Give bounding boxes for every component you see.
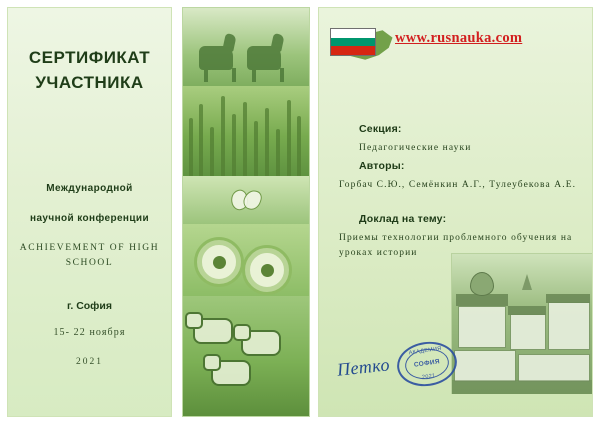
conference-line1: Международной — [46, 183, 133, 195]
left-panel — [7, 7, 172, 417]
photo-butterfly — [183, 176, 309, 224]
photo-grass — [183, 86, 309, 176]
cow-shape — [211, 360, 251, 386]
sunflower-shape — [245, 248, 289, 292]
conference-year: 2021 — [76, 356, 103, 367]
bulgaria-flag-icon — [330, 28, 376, 56]
right-panel — [318, 7, 593, 417]
certificate-title — [18, 46, 161, 95]
authors-label: Авторы: — [359, 160, 405, 172]
dome-shape — [470, 272, 494, 296]
photo-sunflowers — [183, 224, 309, 296]
report-value: Приемы технологии проблемного обучения на уроках истории — [339, 233, 573, 258]
horse-shape — [199, 46, 233, 70]
report-label: Доклад на тему: — [359, 213, 447, 225]
stamp-middle-text: СОФИЯ — [413, 358, 441, 369]
conference-dates: 15- 22 ноября — [53, 326, 126, 338]
left-panel-content — [18, 18, 161, 406]
cow-shape — [241, 330, 281, 356]
photo-horses — [183, 8, 309, 86]
website-link[interactable]: www.rusnauka.com — [395, 30, 523, 46]
authors-field — [339, 160, 589, 193]
stamp-top-text: АКАДЕМИЯ — [408, 345, 442, 357]
cow-shape — [193, 318, 233, 344]
authors-value: Горбач С.Ю., Семёнкин А.Г., Тулеубекова А.Е. — [339, 180, 577, 190]
stamp-bottom-text: 2021 — [421, 372, 436, 381]
conference-line2: научной конференции — [30, 213, 149, 225]
signature: Петко — [336, 354, 391, 380]
certificate-title-line1: СЕРТИФИКАТ — [28, 48, 151, 67]
conference-name-english: ACHIEVEMENT OF HIGH SCHOOL — [19, 243, 160, 268]
photo-cows — [183, 296, 309, 416]
certificate-title-line2: УЧАСТНИКА — [35, 72, 144, 92]
horse-shape — [247, 46, 281, 70]
section-value: Педагогические науки — [359, 143, 472, 153]
spire-shape — [522, 274, 532, 290]
section-field — [339, 123, 584, 156]
butterfly-shape — [231, 190, 261, 210]
photo-strip — [182, 7, 310, 417]
sunflower-shape — [197, 240, 241, 284]
conference-block — [18, 183, 161, 367]
photo-sofia-rooftops — [451, 253, 592, 394]
section-label: Секция: — [359, 123, 402, 135]
conference-city: г. София — [67, 299, 112, 312]
official-stamp — [394, 338, 460, 390]
